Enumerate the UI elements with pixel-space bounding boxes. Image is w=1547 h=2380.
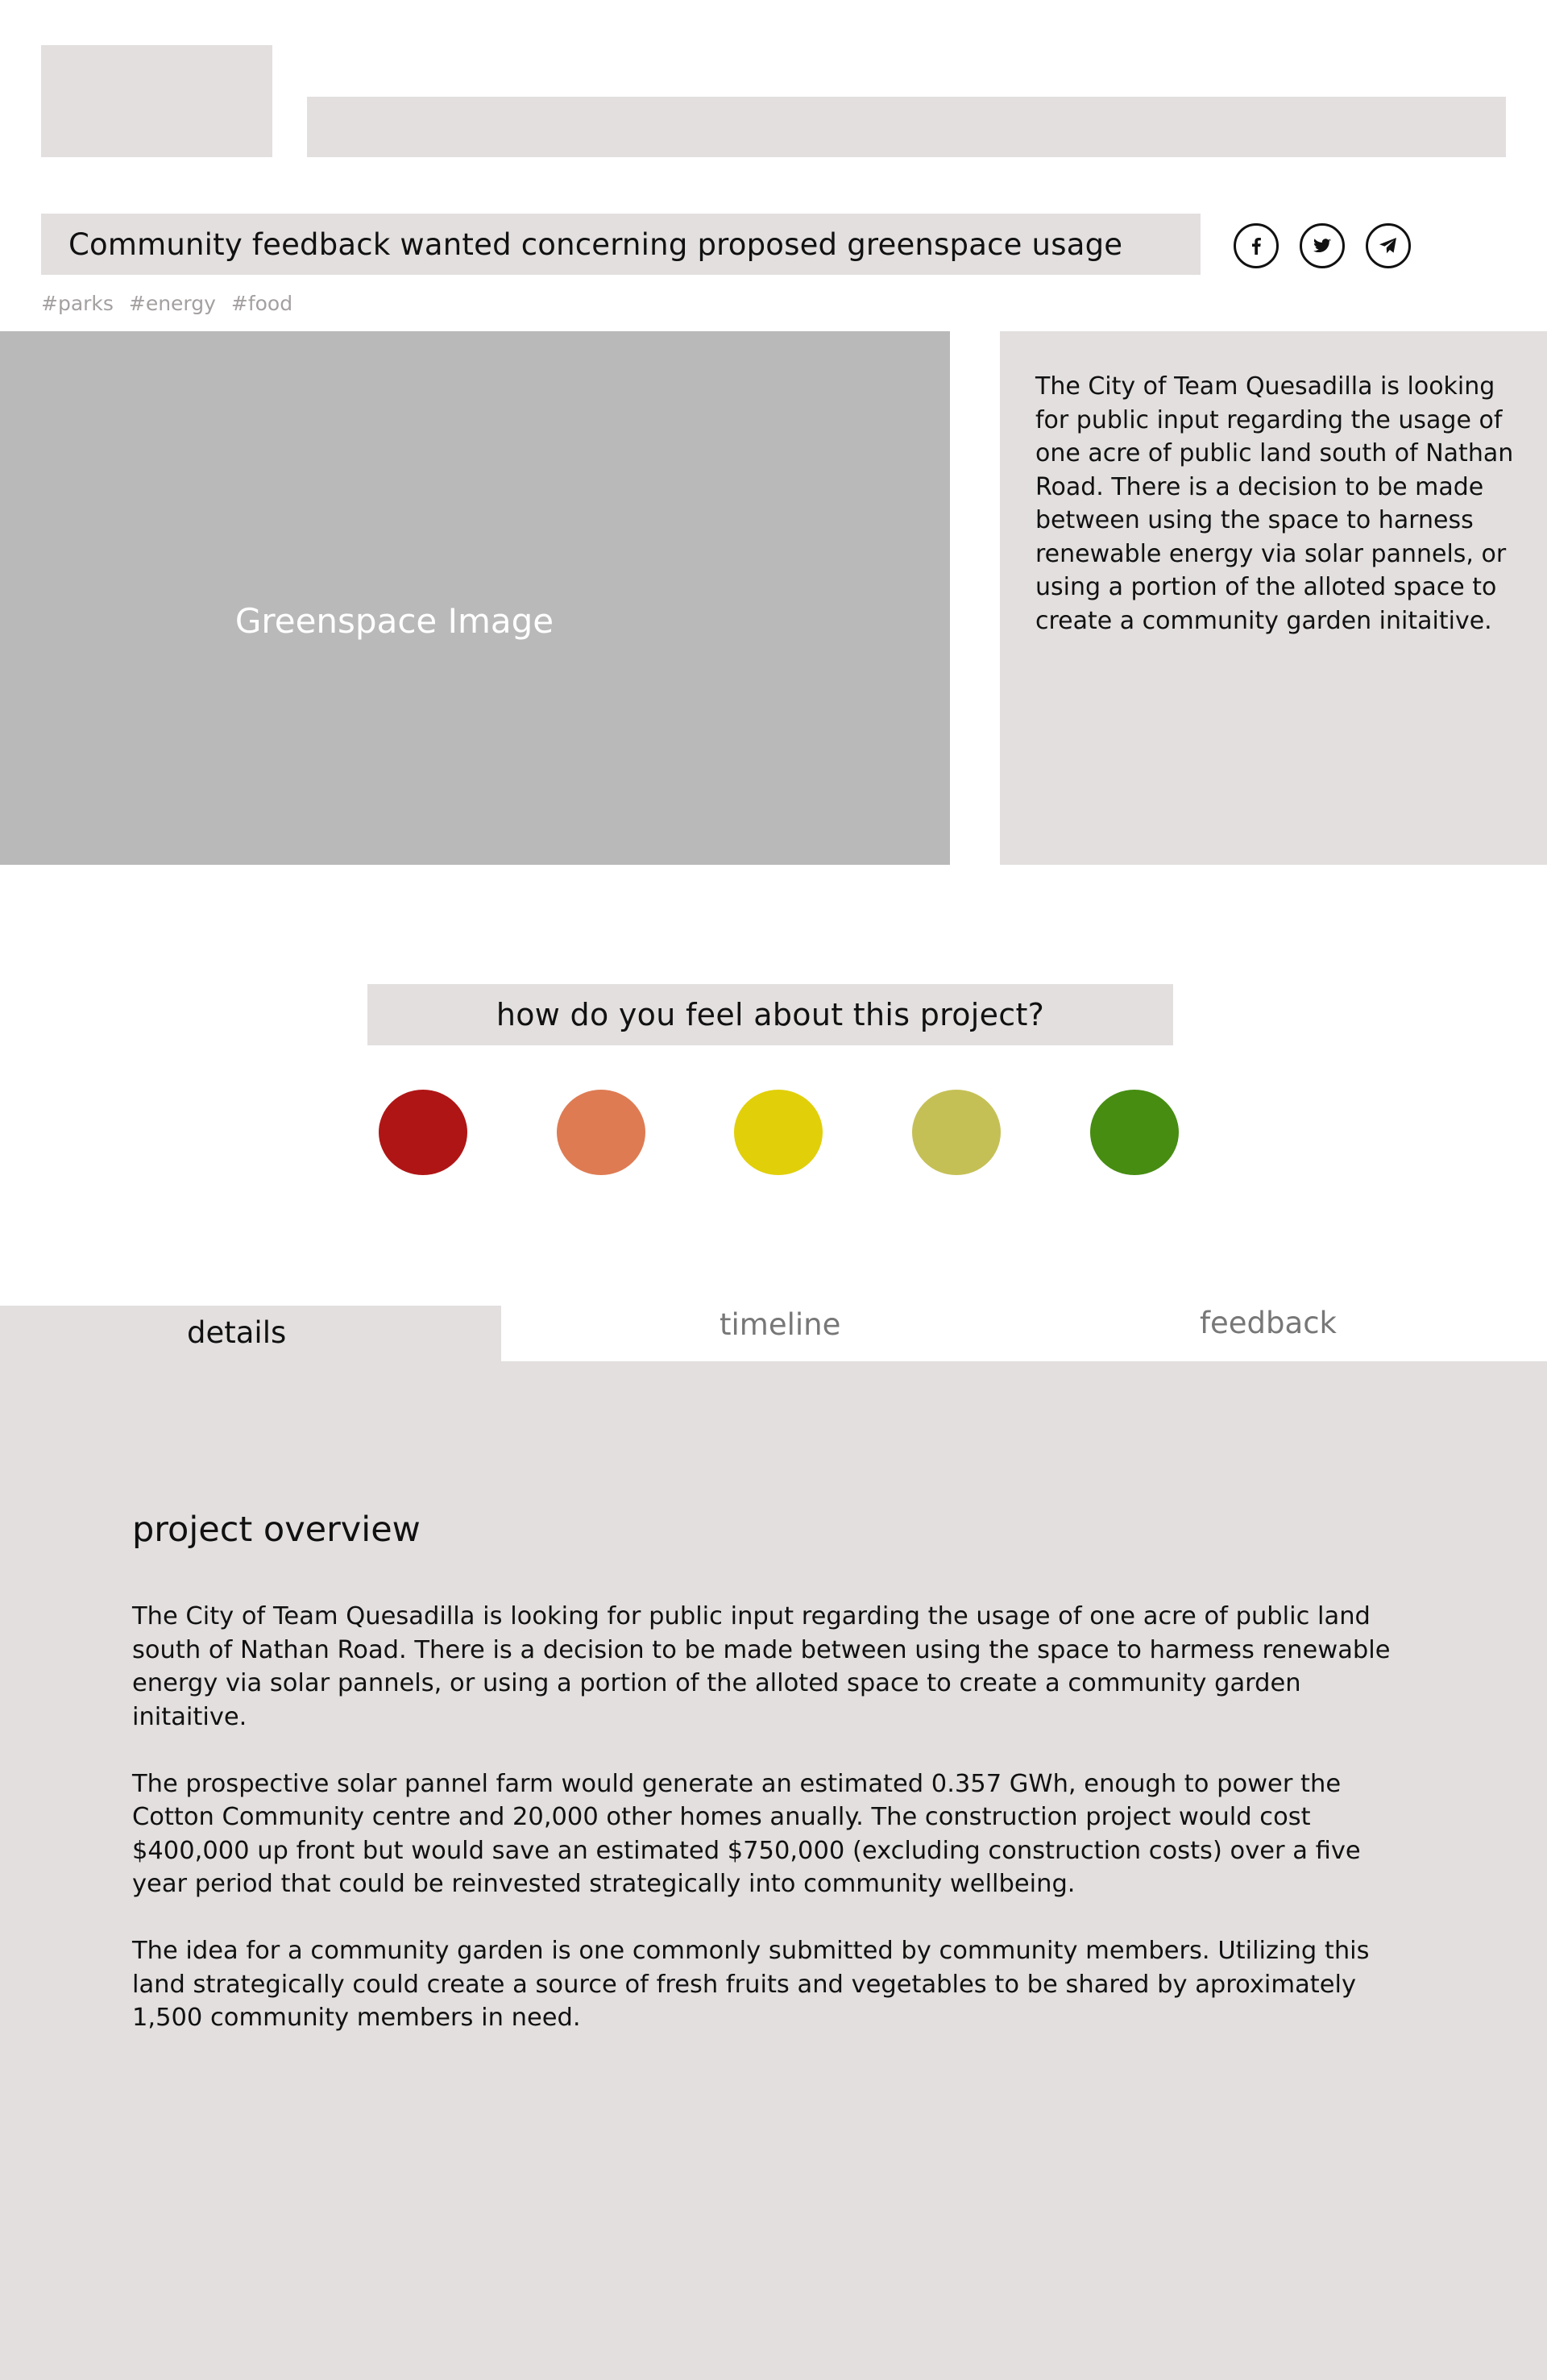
overview-paragraph: The City of Team Quesadilla is looking for public input regarding the usage of one acre of public land south of Nathan Road. There is a decision to be made between using the space to harmess renewable energy via solar pannels, or using a portion of the alloted space to create a community garden initaitive. (132, 1602, 1391, 1731)
tag-parks[interactable]: #parks (41, 292, 114, 315)
rating-very-positive[interactable] (1090, 1090, 1179, 1175)
rating-negative[interactable] (557, 1090, 645, 1175)
section-heading: project overview (132, 1510, 421, 1550)
rating-neutral[interactable] (734, 1090, 823, 1175)
facebook-icon[interactable] (1234, 223, 1279, 268)
overview-paragraph: The prospective solar pannel farm would generate an estimated 0.357 GWh, enough to power the Cotton Community centre and 20,000 other homes anually. The construction project would cost $400,000 up front but would save an estimated $750,000 (excluding construction costs) over a five year period that could be reinvested strategically into community wellbeing. (132, 1769, 1361, 1898)
summary-panel (1000, 331, 1547, 865)
image-placeholder-label: Greenspace Image (234, 600, 554, 641)
rating-very-negative[interactable] (379, 1090, 467, 1175)
twitter-icon[interactable] (1300, 223, 1345, 268)
summary-text: The City of Team Quesadilla is looking for public input regarding the usage of one acre of public land south of Nathan Road. There is a decision to be made between using the space to harness renewable energy via solar pannels, or using a portion of the alloted space to create a community garden initaitive. (1035, 372, 1514, 635)
feedback-question-banner (367, 984, 1173, 1045)
headline-banner (41, 214, 1201, 275)
tag-list (41, 292, 299, 315)
overview-paragraph: The idea for a community garden is one commonly submitted by community members. Utilizing this land strategically could create a source of fresh fruits and vegetables to be shared by aproximately 1,500 community members in need. (132, 1937, 1370, 2032)
project-overview-body (132, 1600, 1421, 2068)
tab-bar-background (501, 1306, 1547, 1361)
tab-feedback[interactable]: feedback (1200, 1306, 1337, 1340)
tab-timeline[interactable]: timeline (720, 1307, 841, 1342)
feedback-question: how do you feel about this project? (496, 997, 1045, 1032)
rating-positive[interactable] (912, 1090, 1001, 1175)
greenspace-image (0, 331, 950, 865)
page-title: Community feedback wanted concerning proposed greenspace usage (68, 226, 1123, 262)
tag-energy[interactable]: #energy (128, 292, 216, 315)
logo-placeholder[interactable] (41, 45, 272, 157)
tab-details[interactable]: details (187, 1315, 287, 1350)
navigation-bar-placeholder[interactable] (307, 97, 1506, 157)
telegram-icon[interactable] (1366, 223, 1411, 268)
tag-food[interactable]: #food (230, 292, 293, 315)
